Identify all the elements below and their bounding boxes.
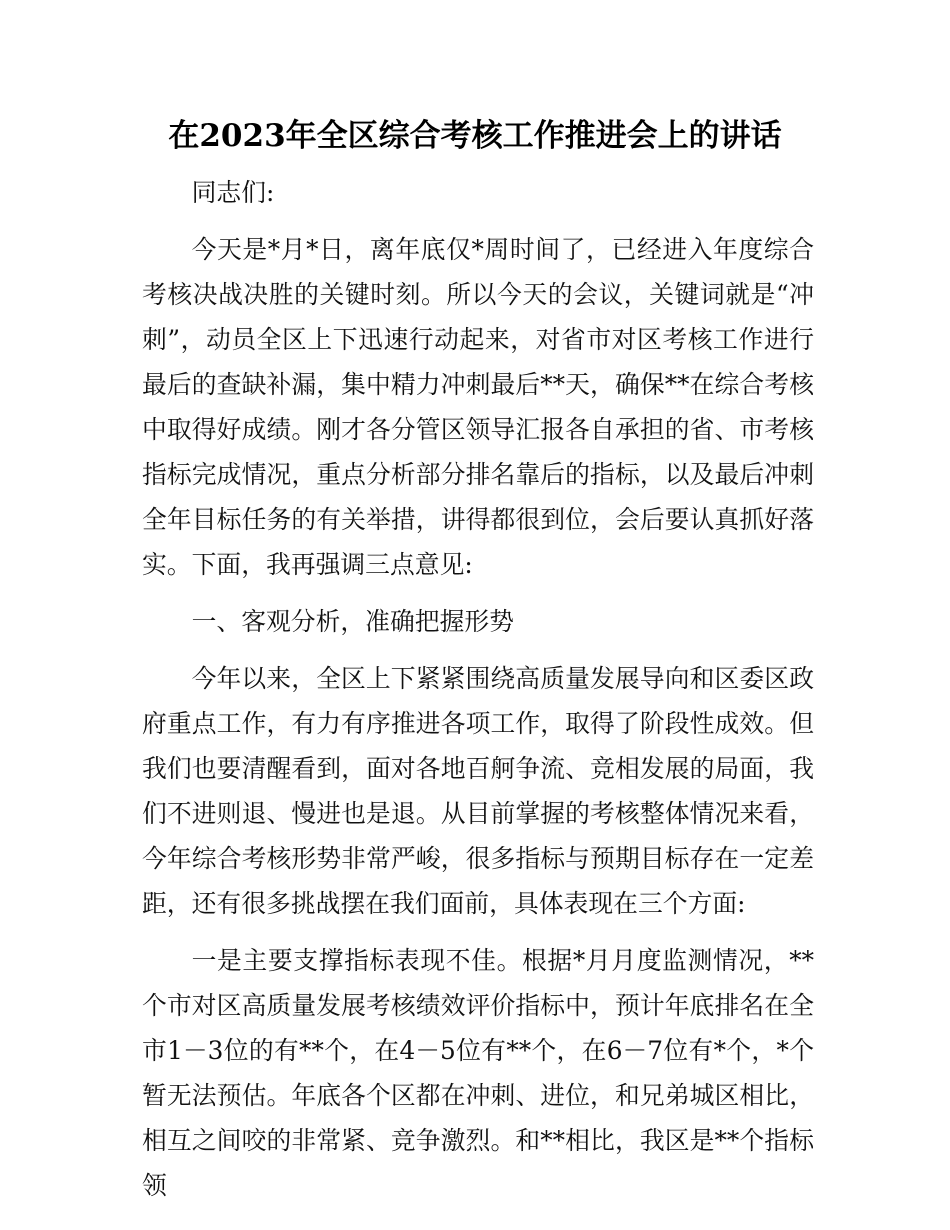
paragraph-intro: 今天是*月*日，离年底仅*周时间了，已经进入年度综合考核决战决胜的关键时刻。所以今天的会议，关键词就是“冲刺”，动员全区上下迅速行动起来，对省市对区考核工作进行最后的查缺补漏，集中精力冲刺最后**天，确保**在综合考核中取得好成绩。刚才各分管区领导汇报各自承担的省、市考核指标完成情况，重点分析部分排名靠后的指标，以及最后冲刺全年目标任务的有关举措，讲得都很到位，会后要认真抓好落实。下面，我再强调三点意见: [142, 235, 814, 579]
document-title: 在2023年全区综合考核工作推进会上的讲话 [168, 118, 782, 154]
document-body [142, 170, 814, 1208]
paragraph-situation: 今年以来，全区上下紧紧围绕高质量发展导向和区委区政府重点工作，有力有序推进各项工作，取得了阶段性成效。但我们也要清醒看到，面对各地百舸争流、竞相发展的局面，我们不进则退、慢进也是退。从目前掌握的考核整体情况来看，今年综合考核形势非常严峻，很多指标与预期目标存在一定差距，还有很多挑战摆在我们面前，具体表现在三个方面: [142, 664, 814, 918]
paragraph-point-one: 一是主要支撑指标表现不佳。根据*月月度监测情况，**个市对区高质量发展考核绩效评价指标中，预计年底排名在全市1－3位的有**个，在4－5位有**个，在6－7位有*个，*个暂无法预估。年底各个区都在冲刺、进位，和兄弟城区相比，相互之间咬的非常紧、竞争激烈。和**相比，我区是**个指标领 [142, 946, 814, 1200]
section-heading-1: 一、客观分析，准确把握形势 [191, 607, 514, 636]
salutation: 同志们: [191, 178, 275, 207]
